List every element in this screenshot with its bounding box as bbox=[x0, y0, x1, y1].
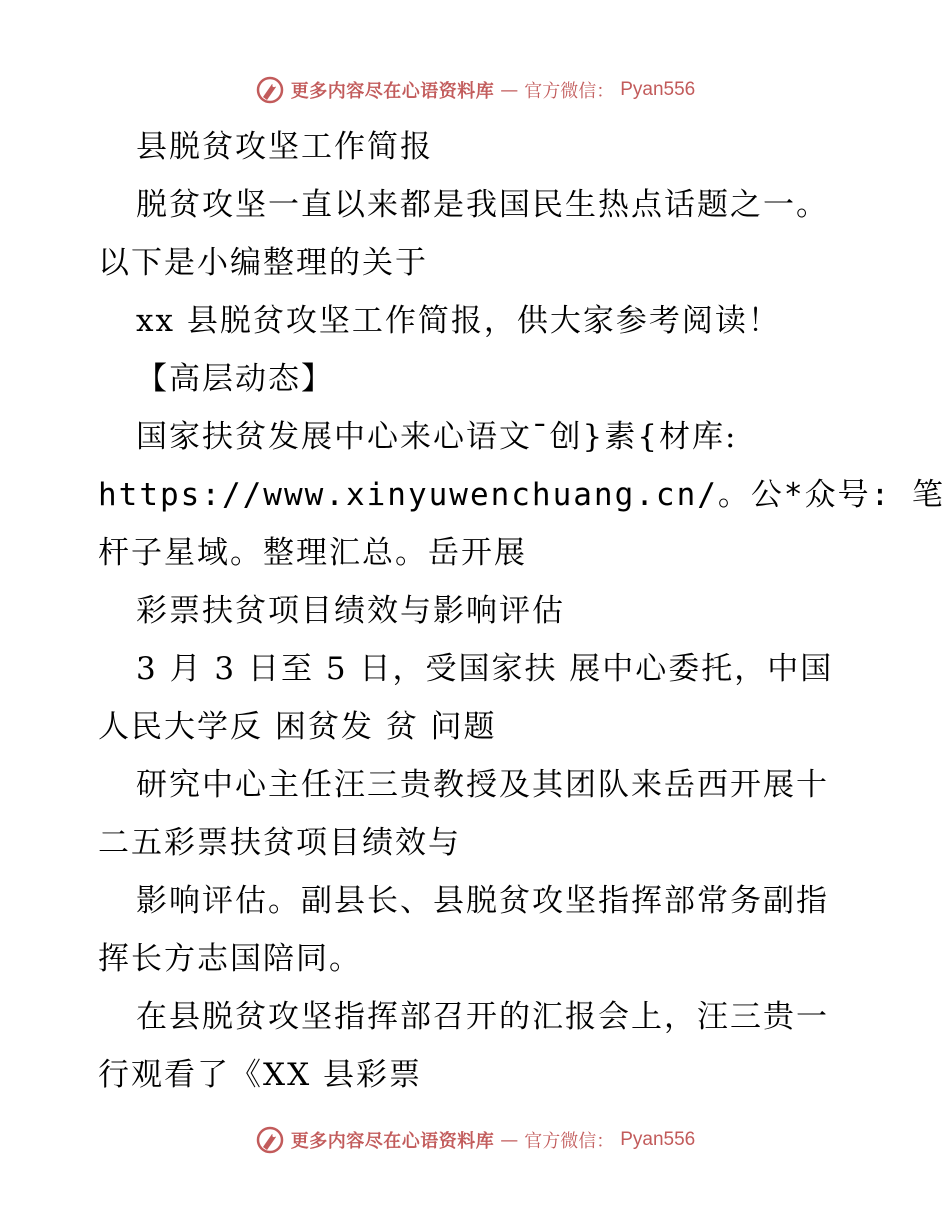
footer-banner bbox=[0, 1120, 950, 1160]
banner-contact-id: Pyan556 bbox=[620, 79, 696, 100]
paragraph-line-url: https://www.xinyuwenchuang.cn/。公*众号: 笔 bbox=[98, 477, 945, 513]
paragraph-line: xx 县脱贫攻坚工作简报，供大家参考阅读！ bbox=[136, 303, 781, 339]
paragraph-line: 杆子星域。整理汇总。岳开展 bbox=[98, 535, 527, 571]
section-heading: 【高层动态】 bbox=[136, 361, 334, 397]
pen-nib-logo-icon bbox=[255, 1125, 285, 1155]
paragraph-line: 行观看了《XX 县彩票 bbox=[98, 1057, 422, 1093]
document-body bbox=[98, 118, 945, 1104]
paragraph-line: 研究中心主任汪三贵教授及其团队来岳西开展十 bbox=[136, 767, 829, 803]
paragraph-line: 3 月 3 日至 5 日，受国家扶 展中心委托，中国 bbox=[136, 651, 834, 687]
paragraph-line: 在县脱贫攻坚指挥部召开的汇报会上，汪三贵一 bbox=[136, 999, 829, 1035]
document-title: 县脱贫攻坚工作简报 bbox=[136, 129, 433, 165]
pen-nib-logo-icon bbox=[255, 75, 285, 105]
banner-brand-text: 更多内容尽在心语资料库 bbox=[290, 1131, 495, 1152]
paragraph-line: 人民大学反 困贫发 贫 问题 bbox=[98, 709, 497, 745]
header-banner bbox=[0, 70, 950, 110]
paragraph-line: 以下是小编整理的关于 bbox=[98, 245, 428, 281]
paragraph-line: 国家扶贫发展中心来心语文¯创}素{材库: bbox=[136, 419, 738, 455]
paragraph-line: 二五彩票扶贫项目绩效与 bbox=[98, 825, 461, 861]
paragraph-line: 挥长方志国陪同。 bbox=[98, 941, 362, 977]
banner-brand-text: 更多内容尽在心语资料库 bbox=[290, 81, 495, 102]
banner-separator: — bbox=[500, 79, 519, 101]
paragraph-line: 脱贫攻坚一直以来都是我国民生热点话题之一。 bbox=[136, 187, 829, 223]
paragraph-line: 彩票扶贫项目绩效与影响评估 bbox=[136, 593, 565, 629]
banner-separator: — bbox=[500, 1129, 519, 1151]
banner-contact-label: 官方微信： bbox=[524, 1131, 615, 1152]
paragraph-line: 影响评估。副县长、县脱贫攻坚指挥部常务副指 bbox=[136, 883, 829, 919]
banner-contact-label: 官方微信： bbox=[524, 81, 615, 102]
banner-contact-id: Pyan556 bbox=[620, 1129, 696, 1150]
